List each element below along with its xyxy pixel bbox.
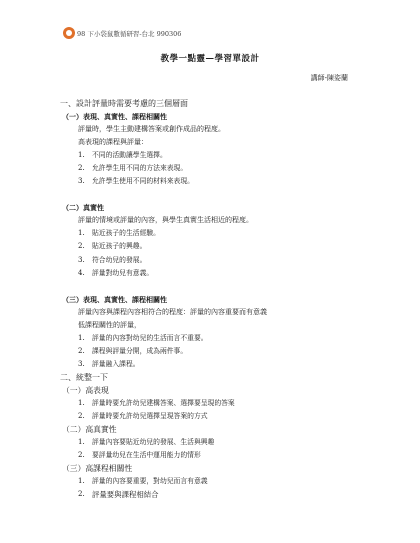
- list-text: 課程與評量分開，成為兩件事。: [92, 346, 188, 355]
- section-heading: 二、統整一下: [60, 372, 108, 382]
- list-text: 貼近孩子的生活經驗。: [92, 229, 160, 238]
- subsection-heading: （二）真實性: [62, 203, 104, 213]
- list-item: [60, 267, 380, 280]
- list-number: 2.: [78, 490, 85, 499]
- list-number: 1.: [78, 151, 85, 160]
- list-item: [60, 332, 380, 345]
- list-text: 評量要與課程相結合: [92, 490, 159, 500]
- list-number: 2.: [78, 164, 85, 173]
- list-text: 評量內容要貼近幼兒的發展、生活與興趣: [92, 438, 215, 447]
- logo-icon: [63, 27, 75, 39]
- paragraph: 評量內容與課程內容相符合的程度：評量的內容重要而有意義: [78, 307, 267, 316]
- document-title: 教學一點靈—學習單設計: [160, 54, 260, 64]
- list-item: [60, 162, 380, 175]
- list-item: [60, 254, 380, 267]
- list-number: 3.: [78, 359, 85, 368]
- paragraph: 高表現的課程與評量：: [78, 138, 148, 147]
- list-number: 2.: [78, 346, 85, 355]
- list-number: 1.: [78, 438, 85, 447]
- list-item: [60, 358, 380, 371]
- document-body: [60, 97, 380, 501]
- list-number: 1.: [78, 333, 85, 342]
- list-text: 評量對幼兒有意義。: [92, 268, 154, 277]
- list-text: 允許學生用不同的方法來表現。: [92, 164, 188, 173]
- list-item: [60, 436, 380, 449]
- header-text: 98 下小袋鼠數循研習-台北 990306: [77, 29, 182, 38]
- list-number: 2.: [78, 451, 85, 460]
- list-text: 符合幼兒的發展。: [92, 255, 147, 264]
- paragraph: 評量時，學生主動建構答案或創作成品的程度。: [78, 125, 225, 134]
- list-text: 要評量幼兒在生活中運用能力的情形: [92, 451, 201, 460]
- list-text: 評量的內容要重要，對幼兒而言有意義: [92, 477, 208, 486]
- paragraph: 評量的情境或評量的內容，與學生真實生活相近的程度。: [78, 216, 253, 225]
- list-number: 4.: [78, 268, 85, 277]
- list-item: [60, 475, 380, 488]
- list-item: [60, 488, 380, 501]
- list-item: [60, 449, 380, 462]
- list-item: [60, 227, 380, 240]
- list-item: [60, 175, 380, 188]
- list-number: 2.: [78, 412, 85, 421]
- list-text: 允許學生使用不同的材料來表現。: [92, 177, 194, 186]
- spacer: [60, 280, 380, 293]
- list-text: 評量融入課程。: [92, 359, 140, 368]
- list-item: [60, 397, 380, 410]
- subsection-heading: （三）高課程相關性: [62, 464, 133, 474]
- list-number: 2.: [78, 242, 85, 251]
- spacer: [60, 188, 380, 201]
- list-item: [60, 149, 380, 162]
- list-item: [60, 240, 380, 253]
- subsection-heading: （一）高表現: [62, 385, 109, 395]
- subsection-heading: （二）高真實性: [62, 425, 117, 435]
- author-line: 講師-陳姿蘭: [310, 74, 348, 82]
- list-number: 1.: [78, 477, 85, 486]
- page-header: [63, 27, 181, 39]
- list-text: 評量的內容對幼兒的生活而言不重要。: [92, 333, 208, 342]
- list-text: 不同的活動讓學生選擇。: [92, 151, 167, 160]
- paragraph: 低課程關性的評量，: [78, 320, 141, 329]
- list-number: 3.: [78, 255, 85, 264]
- list-number: 1.: [78, 398, 85, 407]
- section-heading: 一、設計評量時需要考慮的三個層面: [60, 99, 188, 108]
- subsection-heading: （三）表現、真實性、課程相關性: [62, 294, 167, 304]
- list-text: 評量時要允許幼兒選擇呈現答案的方式: [92, 412, 208, 421]
- list-number: 1.: [78, 229, 85, 238]
- list-text: 貼近孩子的興趣。: [92, 242, 147, 251]
- list-item: [60, 410, 380, 423]
- list-text: 評量時要允許幼兒建構答案、選擇要呈現的答案: [92, 398, 235, 407]
- list-number: 3.: [78, 177, 85, 186]
- list-item: [60, 345, 380, 358]
- subsection-heading: （一）表現、真實性、課程相關性: [62, 112, 167, 122]
